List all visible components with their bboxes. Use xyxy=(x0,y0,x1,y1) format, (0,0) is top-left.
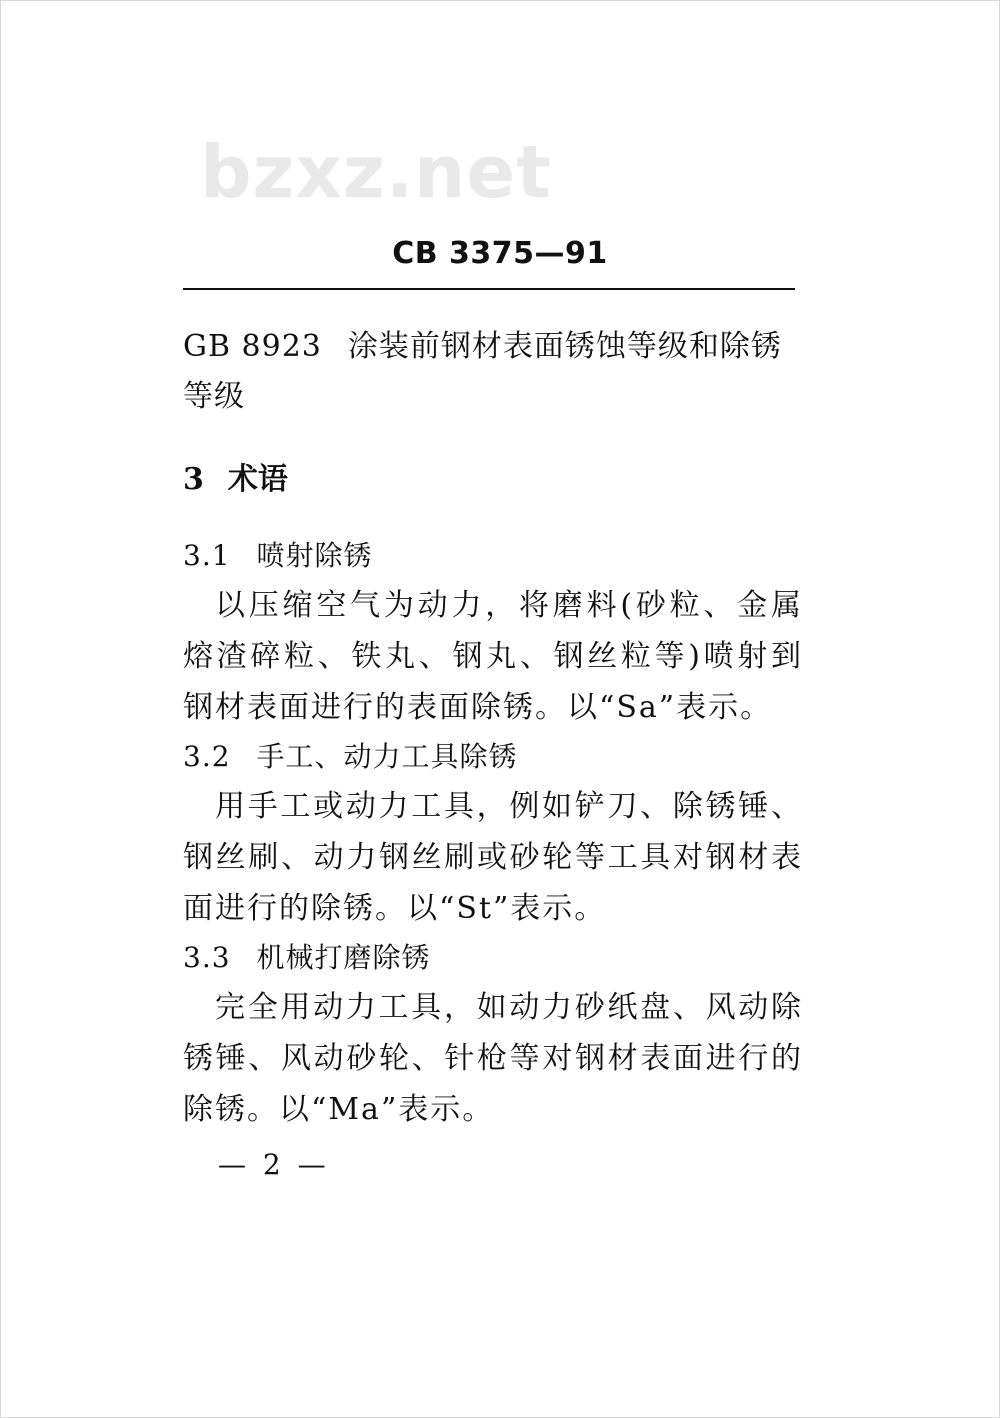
page-number: — 2 — xyxy=(218,1148,330,1181)
term-heading xyxy=(183,532,803,580)
standard-code-header: CB 3375—91 xyxy=(392,236,608,271)
term-heading xyxy=(183,934,803,982)
term-title: 喷射除锈 xyxy=(256,539,373,572)
term-definition: 完全用动力工具，如动力砂纸盘、风动除锈锤、风动砂轮、针枪等对钢材表面进行的除锈。以“Ma”表示。 xyxy=(183,990,803,1127)
term-number: 3.2 xyxy=(183,740,231,773)
term-number: 3.3 xyxy=(183,941,231,974)
term-title: 机械打磨除锈 xyxy=(256,941,431,974)
watermark: bzxz.net xyxy=(200,130,552,214)
header-divider xyxy=(183,288,795,290)
term-definition: 用手工或动力工具，例如铲刀、除锈锤、钢丝刷、动力钢丝刷或砂轮等工具对钢材表面进行的除锈。以“St”表示。 xyxy=(183,789,803,926)
section-number: 3 xyxy=(183,462,204,497)
reference-code: GB 8923 xyxy=(183,329,322,364)
term-heading xyxy=(183,733,803,781)
term-title: 手工、动力工具除锈 xyxy=(256,740,518,773)
section-title: 术语 xyxy=(227,462,288,497)
reference-standard xyxy=(183,322,803,422)
term-definition: 以压缩空气为动力，将磨料(砂粒、金属熔渣碎粒、铁丸、钢丸、钢丝粒等)喷射到钢材表面进行的表面除锈。以“Sa”表示。 xyxy=(183,588,803,725)
section-heading xyxy=(183,460,803,500)
reference-title: 涂装前钢材表面锈蚀等级和除锈等级 xyxy=(183,329,782,414)
document-body xyxy=(183,322,803,1135)
term-number: 3.1 xyxy=(183,539,231,572)
